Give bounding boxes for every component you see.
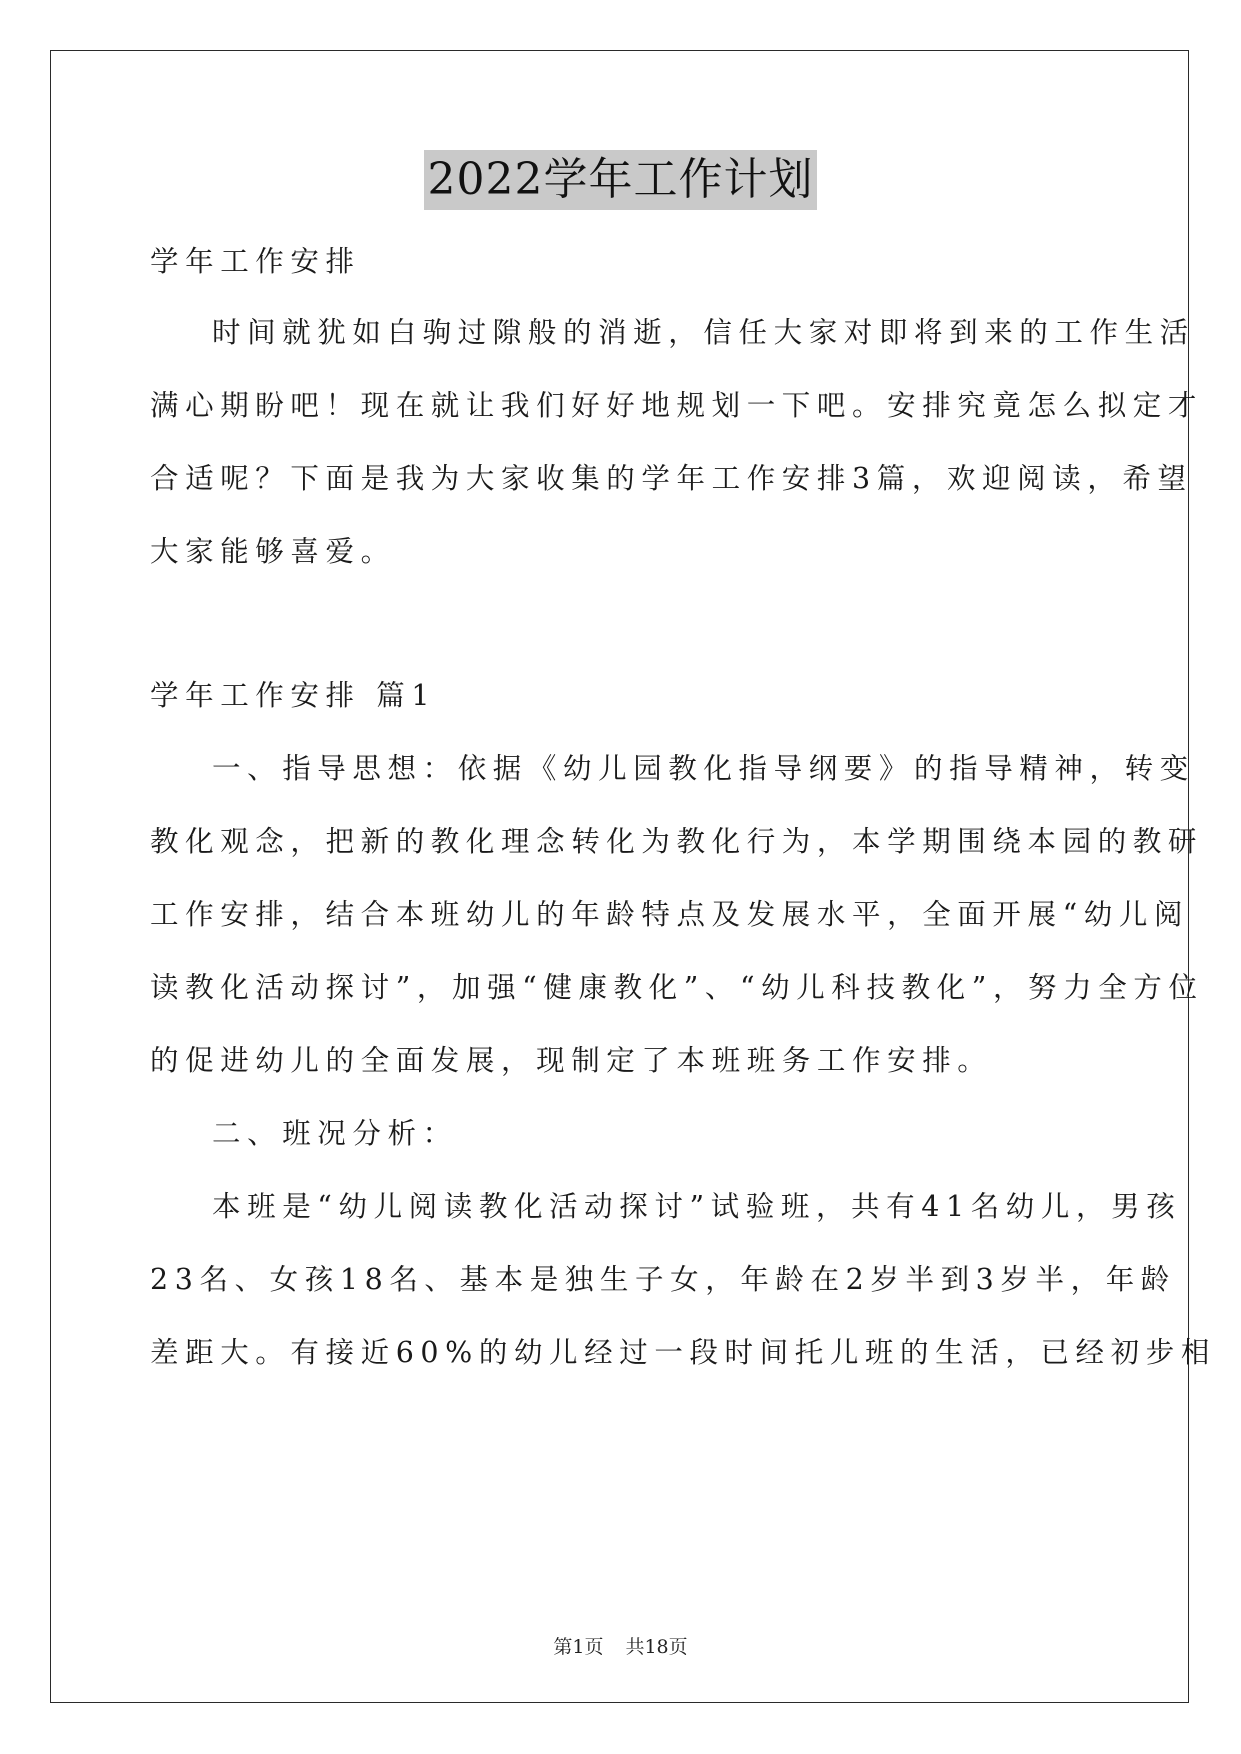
paragraph-line: 教化观念，把新的教化理念转化为教化行为，本学期围绕本园的教研 [150, 825, 1204, 858]
paragraph-line: 时间就犹如白驹过隙般的消逝，信任大家对即将到来的工作生活 [212, 316, 1195, 349]
title-container [0, 150, 1241, 210]
page-total: 共18页 [625, 1636, 688, 1658]
document-title: 2022学年工作计划 [424, 150, 818, 210]
paragraph-line: 读教化活动探讨”，加强“健康教化”、“幼儿科技教化”，努力全方位 [150, 971, 1204, 1004]
subsection-heading: 二、班况分析： [212, 1117, 458, 1150]
page-number: 第1页 [553, 1636, 604, 1658]
section-heading: 学年工作安排 篇1 [150, 679, 437, 712]
page-border [50, 50, 1189, 1703]
paragraph-line: 差距大。有接近60%的幼儿经过一段时间托儿班的生活，已经初步相 [150, 1336, 1216, 1369]
paragraph-line: 满心期盼吧！现在就让我们好好地规划一下吧。安排究竟怎么拟定才 [150, 389, 1204, 422]
paragraph-line: 工作安排，结合本班幼儿的年龄特点及发展水平，全面开展“幼儿阅 [150, 898, 1190, 931]
paragraph-line: 合适呢？下面是我为大家收集的学年工作安排3篇，欢迎阅读，希望 [150, 462, 1193, 495]
paragraph-line: 大家能够喜爱。 [150, 535, 396, 568]
paragraph-line: 的促进幼儿的全面发展，现制定了本班班务工作安排。 [150, 1044, 993, 1077]
paragraph-line: 23名、女孩18名、基本是独生子女，年龄在2岁半到3岁半，年龄 [150, 1263, 1176, 1296]
section-heading: 学年工作安排 [150, 245, 361, 278]
paragraph-line: 本班是“幼儿阅读教化活动探讨”试验班，共有41名幼儿，男孩 [212, 1190, 1182, 1223]
page-footer [0, 1632, 1241, 1659]
paragraph-line: 一、指导思想：依据《幼儿园教化指导纲要》的指导精神，转变 [212, 752, 1195, 785]
